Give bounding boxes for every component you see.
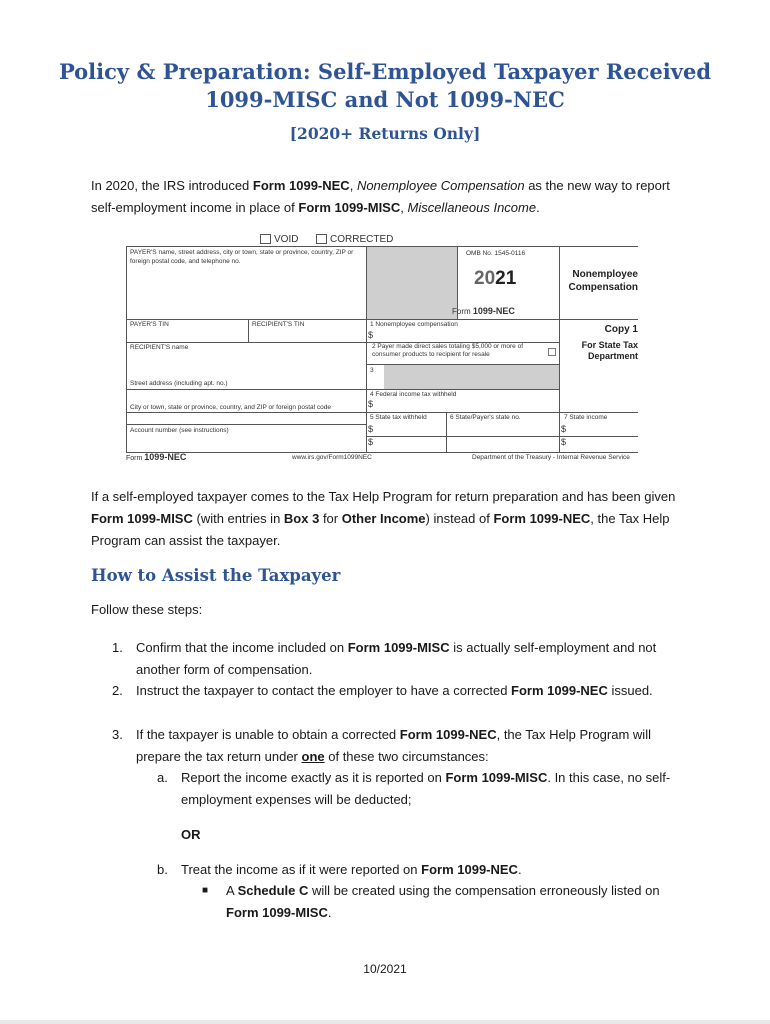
omb-number: OMB No. 1545-0116: [466, 250, 526, 257]
box-1-dollar: $: [368, 330, 374, 340]
copy-label: Copy 1: [604, 324, 638, 335]
copy-sub-label: For State Tax Department: [581, 340, 638, 361]
box-2-label: 2 Payer made direct sales totaling $5,000 or more of consumer products to recipient for resale: [372, 343, 524, 358]
title-line-2: 1099-MISC and Not 1099-NEC: [205, 87, 565, 112]
street-address: Street address (including apt. no.): [130, 380, 228, 387]
account-number: Account number (see instructions): [130, 427, 229, 434]
title-line-1: Policy & Preparation: Self-Employed Taxpayer Received: [58, 59, 712, 84]
form-1099-nec-image: [126, 234, 638, 462]
payer-tin: PAYER'S TIN: [130, 321, 169, 328]
box-5-label: 5 State tax withheld: [370, 414, 427, 421]
step-1-text: Confirm that the income included on Form 1099-MISC is actually self-employment and not another form of compensation.: [136, 640, 657, 677]
recipient-tin: RECIPIENT'S TIN: [252, 321, 305, 328]
form-footer-url: www.irs.gov/Form1099NEC: [292, 454, 372, 461]
page-footer-date: 10/2021: [363, 962, 407, 976]
form-footer-name: Form 1099-NEC: [126, 452, 187, 462]
section-heading: How to Assist the Taxpayer: [91, 566, 341, 585]
schedule-c-text: A Schedule C will be created using the compensation erroneously listed on Form 1099-MISC.: [226, 883, 660, 920]
step-3-number: 3.: [112, 727, 123, 742]
void-checkbox: VOID: [260, 234, 298, 245]
step-2-number: 2.: [112, 683, 123, 698]
substep-b-letter: b.: [157, 862, 168, 877]
bullet-icon: ■: [202, 885, 209, 896]
tax-year: 2021: [474, 268, 517, 289]
or-separator: OR: [181, 827, 201, 842]
page-subtitle: [2020+ Returns Only]: [289, 124, 481, 143]
step-3-text: If the taxpayer is unable to obtain a corrected Form 1099-NEC, the Tax Help Program will prepare the tax return under one of these two circumstances:: [136, 727, 651, 764]
intro-paragraph: In 2020, the IRS introduced Form 1099-NEC, Nonemployee Compensation as the new way to report self-employment income in place of Form 1099-MISC, Miscellaneous Income.: [91, 178, 670, 215]
box-2-checkbox: [548, 348, 556, 356]
box-7-label: 7 State income: [564, 414, 608, 421]
page-title: [40, 58, 730, 114]
box-3-label: 3: [370, 367, 374, 374]
steps-intro: Follow these steps:: [91, 602, 203, 617]
recipient-name: RECIPIENT'S name: [130, 344, 189, 351]
payer-name-box: PAYER'S name, street address, city or town, state or province, country, ZIP or foreign postal code, and telephone no.: [130, 249, 354, 265]
eligibility-paragraph: If a self-employed taxpayer comes to the Tax Help Program for return preparation and has been given Form 1099-MISC (with entries in Box 3 for Other Income) instead of Form 1099-NEC, the Tax Help Program can assist the taxpayer.: [91, 489, 676, 548]
substep-a-letter: a.: [157, 770, 168, 785]
page-bottom-edge: [0, 1020, 770, 1024]
box-7-dollar-1: $: [561, 424, 567, 434]
step-1-number: 1.: [112, 640, 123, 655]
box-6-label: 6 State/Payer's state no.: [450, 414, 521, 421]
box-5-dollar-1: $: [368, 424, 374, 434]
form-name-small: Form 1099-NEC: [452, 306, 515, 316]
form-footer-dept: Department of the Treasury - Internal Revenue Service: [472, 454, 630, 461]
box-1-label: 1 Nonemployee compensation: [370, 321, 458, 328]
substep-a-text: Report the income exactly as it is reported on Form 1099-MISC. In this case, no self-employment expenses will be deducted;: [181, 770, 671, 807]
form-title: Nonemployee Compensation: [568, 269, 638, 293]
box-4-label: 4 Federal income tax withheld: [370, 391, 457, 398]
box-5-dollar-2: $: [368, 437, 374, 447]
box-7-dollar-2: $: [561, 437, 567, 447]
city-state-zip: City or town, state or province, country, and ZIP or foreign postal code: [130, 404, 331, 411]
step-2-text: Instruct the taxpayer to contact the employer to have a corrected Form 1099-NEC issued.: [136, 683, 653, 698]
corrected-checkbox: CORRECTED: [316, 234, 393, 245]
substep-b-text: Treat the income as if it were reported on Form 1099-NEC.: [181, 862, 522, 877]
box-4-dollar: $: [368, 399, 374, 409]
